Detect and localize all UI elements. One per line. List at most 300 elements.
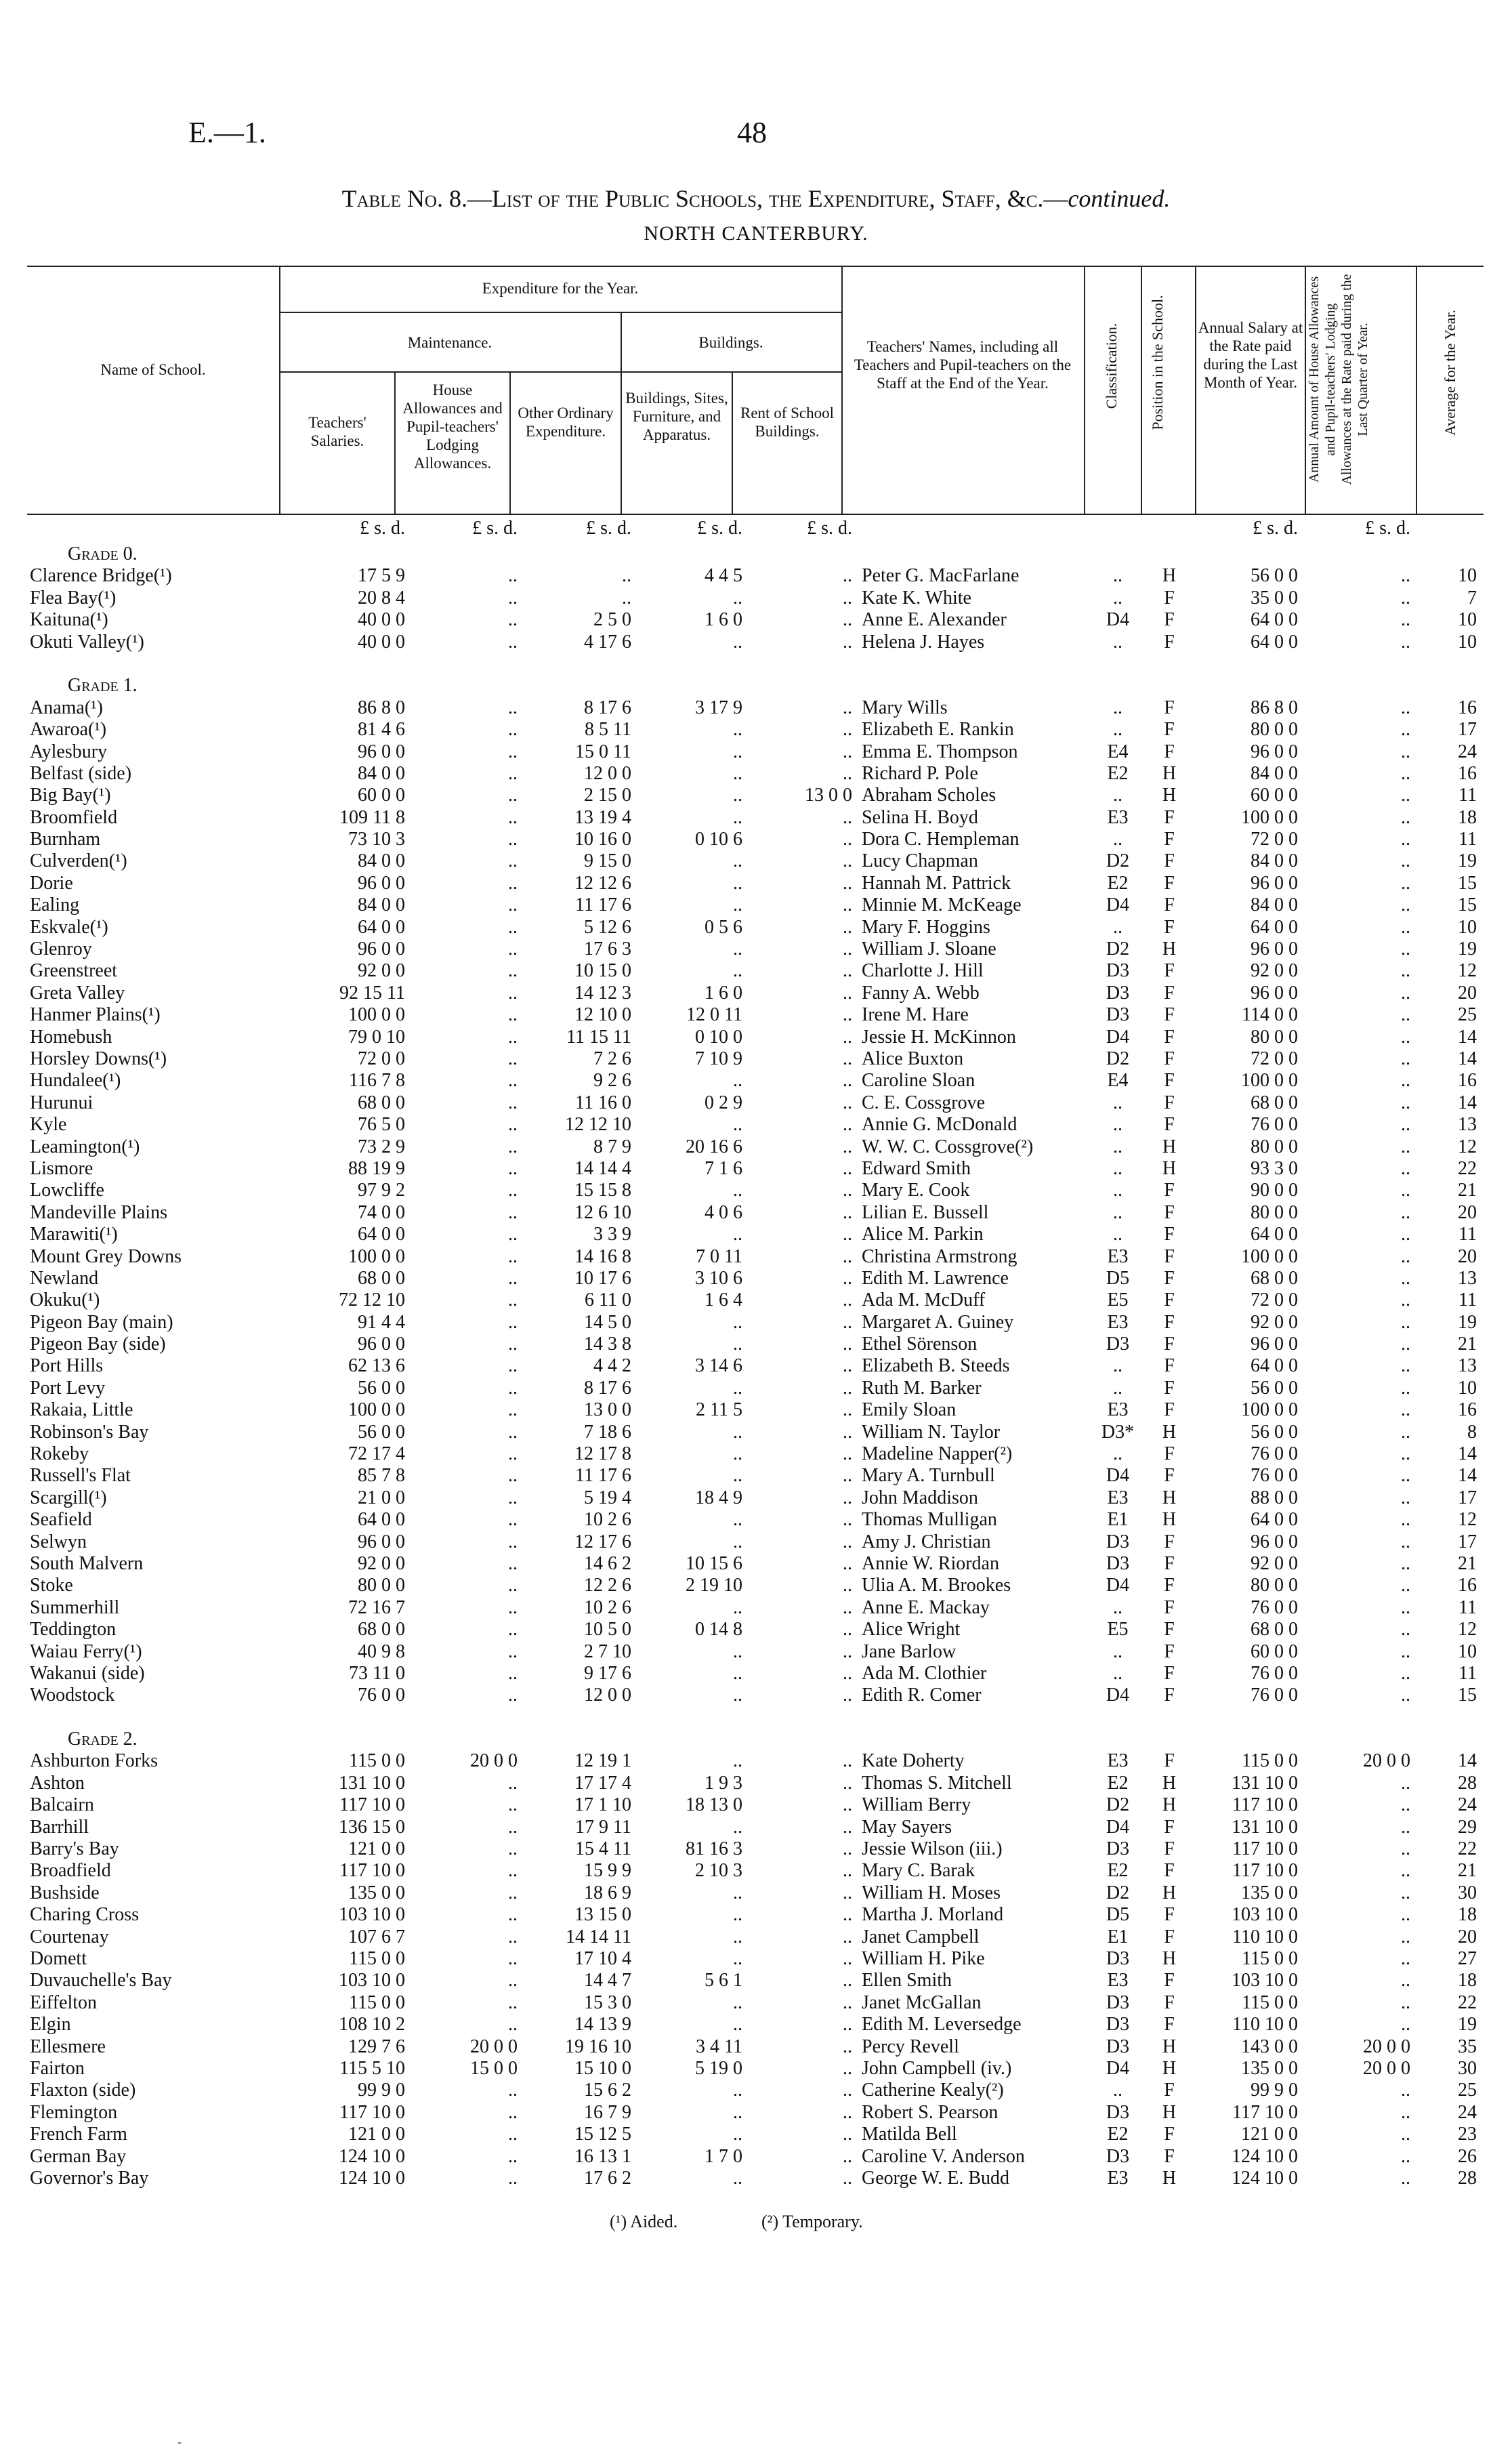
cell-salary: 68 0 0: [358, 1267, 405, 1289]
cell-teacher: Mary A. Turnbull: [862, 1465, 995, 1487]
cell-lodging: ..: [1401, 1224, 1410, 1245]
cell-position: F: [1164, 1838, 1175, 1860]
cell-buildings: ..: [733, 1465, 742, 1487]
cell-annual-salary: 100 0 0: [1241, 1070, 1298, 1092]
cell-buildings: ..: [733, 2124, 742, 2145]
cell-teacher: Janet Campbell: [862, 1926, 980, 1947]
cell-position: F: [1164, 1201, 1175, 1223]
cell-school-name: Elgin: [30, 2014, 71, 2036]
table-row: [0, 1289, 1512, 1311]
cell-buildings: ..: [733, 938, 742, 960]
cell-house-allowance: ..: [508, 1991, 518, 2013]
cell-salary: 86 8 0: [358, 697, 405, 718]
cell-buildings: 1 9 3: [705, 1772, 742, 1794]
cell-rent: ..: [843, 719, 852, 741]
cell-annual-salary: 80 0 0: [1251, 1575, 1298, 1596]
unit-other: £ s. d.: [586, 518, 631, 539]
cell-other-expenditure: 17 1 10: [574, 1794, 631, 1816]
cell-school-name: Awaroa(¹): [30, 719, 107, 741]
cell-house-allowance: ..: [508, 1267, 518, 1289]
cell-other-expenditure: 9 17 6: [584, 1662, 631, 1684]
cell-rent: ..: [843, 2124, 852, 2145]
cell-other-expenditure: 17 6 3: [584, 938, 631, 960]
cell-position: F: [1164, 894, 1175, 916]
cell-teacher: Edward Smith: [862, 1157, 971, 1179]
cell-annual-salary: 135 0 0: [1241, 1882, 1298, 1903]
cell-rent: ..: [843, 1289, 852, 1311]
cell-average: 15: [1458, 872, 1477, 894]
cell-buildings: ..: [733, 1816, 742, 1838]
cell-salary: 96 0 0: [358, 741, 405, 762]
cell-position: H: [1162, 762, 1177, 784]
cell-school-name: Flaxton (side): [30, 2080, 136, 2101]
cell-buildings: ..: [733, 872, 742, 894]
cell-rent: ..: [843, 1838, 852, 1860]
cell-buildings: ..: [733, 1224, 742, 1245]
cell-average: 20: [1458, 1245, 1477, 1267]
cell-other-expenditure: 17 6 2: [584, 2167, 631, 2189]
cell-salary: 136 15 0: [339, 1816, 405, 1838]
table-row: [0, 697, 1512, 719]
table-row: [0, 938, 1512, 960]
cell-position: F: [1164, 982, 1175, 1004]
cell-salary: 107 6 7: [348, 1926, 405, 1947]
table-row: [0, 1641, 1512, 1663]
cell-rent: ..: [843, 1575, 852, 1596]
cell-other-expenditure: 9 2 6: [593, 1070, 631, 1092]
cell-position: H: [1162, 565, 1177, 587]
cell-other-expenditure: 4 4 2: [593, 1355, 631, 1377]
cell-lodging: ..: [1401, 1267, 1410, 1289]
table-row: [0, 1422, 1512, 1443]
cell-teacher: Ellen Smith: [862, 1970, 952, 1991]
cell-annual-salary: 96 0 0: [1251, 1334, 1298, 1355]
cell-teacher: Alice M. Parkin: [862, 1224, 984, 1245]
cell-house-allowance: 20 0 0: [470, 1750, 518, 1772]
cell-position: F: [1164, 1750, 1175, 1772]
table-row: [0, 1487, 1512, 1509]
cell-annual-salary: 114 0 0: [1242, 1004, 1298, 1026]
cell-other-expenditure: 17 10 4: [574, 1948, 631, 1969]
cell-buildings: ..: [733, 2101, 742, 2123]
cell-salary: 100 0 0: [348, 1399, 405, 1421]
cell-school-name: Hundalee(¹): [30, 1070, 121, 1092]
cell-buildings: 0 5 6: [705, 916, 742, 938]
cell-average: 12: [1458, 1509, 1477, 1531]
cell-school-name: Big Bay(¹): [30, 785, 111, 806]
cell-buildings: 0 10 6: [695, 829, 742, 850]
cell-salary: 97 9 2: [358, 1180, 405, 1201]
cell-teacher: Richard P. Pole: [862, 762, 978, 784]
table-row: [0, 1619, 1512, 1640]
cell-lodging: ..: [1401, 1355, 1410, 1377]
cell-classification: E5: [1107, 1619, 1129, 1640]
cell-lodging: ..: [1401, 1114, 1410, 1136]
cell-position: F: [1164, 587, 1175, 608]
table-row: [0, 1355, 1512, 1377]
cell-other-expenditure: 2 5 0: [593, 609, 631, 631]
cell-buildings: 0 10 0: [695, 1026, 742, 1048]
cell-teacher: Ada M. McDuff: [862, 1289, 986, 1311]
cell-school-name: Greenstreet: [30, 960, 118, 982]
cell-annual-salary: 56 0 0: [1251, 1377, 1298, 1399]
unit-house: £ s. d.: [472, 518, 518, 539]
grade-label: Grade 1.: [68, 675, 138, 697]
cell-position: F: [1164, 2145, 1175, 2167]
cell-other-expenditure: 14 14 4: [574, 1157, 631, 1179]
table-row: [0, 1378, 1512, 1399]
cell-house-allowance: ..: [508, 1619, 518, 1640]
cell-lodging: ..: [1401, 1685, 1410, 1706]
cell-annual-salary: 86 8 0: [1251, 697, 1298, 718]
cell-lodging: ..: [1401, 1860, 1410, 1882]
cell-lodging: ..: [1401, 850, 1410, 872]
cell-annual-salary: 131 10 0: [1232, 1816, 1298, 1838]
cell-buildings: ..: [733, 1443, 742, 1465]
cell-house-allowance: ..: [508, 1904, 518, 1926]
cell-teacher: Fanny A. Webb: [862, 982, 980, 1004]
cell-average: 11: [1458, 1662, 1477, 1684]
cell-buildings: ..: [733, 2080, 742, 2101]
cell-position: H: [1162, 2167, 1177, 2189]
cell-school-name: Okuti Valley(¹): [30, 631, 144, 653]
cell-buildings: ..: [733, 2014, 742, 2036]
cell-house-allowance: ..: [508, 1509, 518, 1531]
cell-house-allowance: ..: [508, 1004, 518, 1026]
cell-rent: ..: [843, 609, 852, 631]
cell-house-allowance: ..: [508, 1026, 518, 1048]
cell-lodging: ..: [1401, 806, 1410, 828]
cell-annual-salary: 110 10 0: [1232, 1926, 1298, 1947]
cell-lodging: ..: [1401, 1882, 1410, 1903]
table-row: [0, 1048, 1512, 1070]
cell-house-allowance: ..: [508, 631, 518, 653]
cell-other-expenditure: ..: [622, 565, 631, 587]
cell-classification: ..: [1113, 1596, 1122, 1618]
cell-salary: 96 0 0: [358, 1334, 405, 1355]
cell-teacher: Thomas S. Mitchell: [862, 1772, 1012, 1794]
cell-rent: ..: [843, 1026, 852, 1048]
cell-other-expenditure: 7 2 6: [593, 1048, 631, 1069]
cell-other-expenditure: 2 15 0: [584, 785, 631, 806]
footnote-aided: (¹) Aided.: [610, 2212, 678, 2231]
cell-buildings: 1 7 0: [705, 2145, 742, 2167]
cell-rent: ..: [843, 2080, 852, 2101]
unit-salaries: £ s. d.: [360, 518, 405, 539]
cell-annual-salary: 64 0 0: [1251, 1509, 1298, 1531]
cell-other-expenditure: 14 12 3: [574, 982, 631, 1004]
cell-buildings: 7 10 9: [695, 1048, 742, 1069]
cell-average: 30: [1458, 2057, 1477, 2079]
cell-rent: ..: [843, 1267, 852, 1289]
cell-classification: D2: [1106, 1882, 1130, 1903]
cell-teacher: Abraham Scholes: [862, 785, 996, 806]
cell-position: H: [1162, 1794, 1177, 1816]
cell-classification: ..: [1113, 1201, 1122, 1223]
table-row: [0, 1860, 1512, 1882]
cell-school-name: Selwyn: [30, 1531, 87, 1552]
cell-rent: ..: [843, 741, 852, 762]
cell-salary: 135 0 0: [348, 1882, 405, 1903]
cell-rent: ..: [843, 1772, 852, 1794]
cell-buildings: 3 17 9: [695, 697, 742, 718]
cell-lodging: ..: [1401, 1552, 1410, 1574]
cell-position: F: [1164, 1070, 1175, 1092]
cell-school-name: Bushside: [30, 1882, 100, 1903]
cell-other-expenditure: 16 7 9: [584, 2101, 631, 2123]
cell-teacher: May Sayers: [862, 1816, 952, 1838]
cell-position: F: [1164, 1575, 1175, 1596]
cell-position: F: [1164, 631, 1175, 653]
cell-lodging: ..: [1401, 1334, 1410, 1355]
cell-salary: 115 0 0: [349, 1750, 405, 1772]
cell-buildings: 18 13 0: [686, 1794, 742, 1816]
cell-average: 12: [1458, 960, 1477, 982]
cell-rent: ..: [843, 697, 852, 718]
cell-salary: 84 0 0: [358, 894, 405, 916]
cell-annual-salary: 84 0 0: [1251, 850, 1298, 872]
cell-lodging: ..: [1401, 741, 1410, 762]
table-row: [0, 1509, 1512, 1531]
col-teachers-names: Teachers' Names, including all Teachers and Pupil-teachers on the Staff at the End of the Year.: [854, 338, 1072, 392]
cell-position: F: [1164, 1334, 1175, 1355]
col-buildings: Buildings.: [698, 334, 763, 351]
cell-rent: ..: [843, 1465, 852, 1487]
cell-house-allowance: ..: [508, 1377, 518, 1399]
cell-salary: 73 2 9: [358, 1136, 405, 1157]
cell-teacher: Ruth M. Barker: [862, 1377, 982, 1399]
cell-classification: E4: [1107, 741, 1129, 762]
cell-salary: 72 12 10: [339, 1289, 405, 1311]
cell-rent: ..: [843, 1114, 852, 1136]
col-position: Position in the School.: [1149, 295, 1166, 430]
cell-average: 18: [1458, 1970, 1477, 1991]
cell-salary: 20 8 4: [358, 587, 405, 608]
cell-buildings: 3 10 6: [695, 1267, 742, 1289]
cell-teacher: Amy J. Christian: [862, 1531, 991, 1552]
cell-position: F: [1164, 1245, 1175, 1267]
cell-rent: ..: [843, 1334, 852, 1355]
cell-teacher: Janet McGallan: [862, 1991, 982, 2013]
cell-rent: ..: [843, 1619, 852, 1640]
unit-annual: £ s. d.: [1253, 518, 1298, 539]
cell-school-name: Anama(¹): [30, 697, 103, 718]
cell-average: 11: [1458, 785, 1477, 806]
cell-position: F: [1164, 1092, 1175, 1113]
cell-other-expenditure: 16 13 1: [574, 2145, 631, 2167]
cell-other-expenditure: 13 15 0: [574, 1904, 631, 1926]
cell-house-allowance: ..: [508, 2167, 518, 2189]
cell-school-name: Summerhill: [30, 1596, 120, 1618]
table-row: [0, 1970, 1512, 1991]
col-expenditure: Expenditure for the Year.: [482, 280, 639, 297]
cell-school-name: Clarence Bridge(¹): [30, 565, 172, 587]
cell-position: F: [1164, 2124, 1175, 2145]
cell-annual-salary: 56 0 0: [1251, 1421, 1298, 1443]
cell-lodging: ..: [1401, 1070, 1410, 1092]
cell-average: 26: [1458, 2145, 1477, 2167]
cell-position: F: [1164, 1443, 1175, 1465]
table-row: [0, 2058, 1512, 2080]
cell-salary: 115 5 10: [339, 2057, 405, 2079]
cell-house-allowance: ..: [508, 1070, 518, 1092]
cell-buildings: ..: [733, 785, 742, 806]
cell-annual-salary: 72 0 0: [1251, 829, 1298, 850]
cell-school-name: Hurunui: [30, 1092, 93, 1113]
cell-house-allowance: ..: [508, 1157, 518, 1179]
cell-lodging: ..: [1401, 1201, 1410, 1223]
cell-school-name: Mount Grey Downs: [30, 1245, 182, 1267]
cell-teacher: Anne E. Alexander: [862, 609, 1007, 631]
table-row: [0, 1092, 1512, 1114]
cell-other-expenditure: 15 10 0: [574, 2057, 631, 2079]
table-row: [0, 807, 1512, 829]
cell-other-expenditure: 13 19 4: [574, 806, 631, 828]
cell-annual-salary: 103 10 0: [1232, 1904, 1298, 1926]
cell-average: 16: [1458, 762, 1477, 784]
cell-buildings: ..: [733, 806, 742, 828]
table-row: [0, 917, 1512, 938]
table-row: [0, 1465, 1512, 1487]
cell-average: 13: [1458, 1267, 1477, 1289]
cell-rent: ..: [843, 872, 852, 894]
cell-average: 22: [1458, 1991, 1477, 2013]
cell-lodging: ..: [1401, 2167, 1410, 2189]
cell-classification: D3*: [1101, 1421, 1135, 1443]
table-row: [0, 1246, 1512, 1268]
cell-classification: D4: [1106, 1816, 1130, 1838]
table-row: [0, 1027, 1512, 1048]
cell-salary: 124 10 0: [339, 2145, 405, 2167]
cell-position: F: [1164, 609, 1175, 631]
cell-position: F: [1164, 850, 1175, 872]
cell-annual-salary: 84 0 0: [1251, 762, 1298, 784]
cell-house-allowance: ..: [508, 916, 518, 938]
cell-classification: E2: [1107, 872, 1129, 894]
cell-position: F: [1164, 1355, 1175, 1377]
cell-house-allowance: ..: [508, 2014, 518, 2036]
cell-average: 14: [1458, 1443, 1477, 1465]
cell-buildings: ..: [733, 719, 742, 741]
table-row: [0, 1224, 1512, 1245]
cell-annual-salary: 124 10 0: [1232, 2167, 1298, 2189]
cell-house-allowance: ..: [508, 850, 518, 872]
cell-rent: ..: [843, 806, 852, 828]
cell-position: F: [1164, 1048, 1175, 1069]
cell-lodging: ..: [1401, 960, 1410, 982]
cell-teacher: Dora C. Hempleman: [862, 829, 1020, 850]
cell-salary: 76 5 0: [358, 1114, 405, 1136]
cell-rent: ..: [843, 1685, 852, 1706]
cell-school-name: Belfast (side): [30, 762, 132, 784]
cell-annual-salary: 76 0 0: [1251, 1465, 1298, 1487]
cell-position: F: [1164, 806, 1175, 828]
cell-average: 11: [1458, 1289, 1477, 1311]
cell-classification: D5: [1106, 1904, 1130, 1926]
cell-other-expenditure: 11 17 6: [575, 894, 631, 916]
cell-other-expenditure: 13 0 0: [584, 1399, 631, 1421]
cell-classification: D2: [1106, 938, 1130, 960]
cell-annual-salary: 110 10 0: [1232, 2014, 1298, 2036]
cell-average: 10: [1458, 916, 1477, 938]
cell-position: F: [1164, 1267, 1175, 1289]
cell-buildings: ..: [733, 1926, 742, 1947]
cell-other-expenditure: 14 3 8: [584, 1334, 631, 1355]
cell-house-allowance: ..: [508, 894, 518, 916]
cell-teacher: Ethel Sörenson: [862, 1334, 978, 1355]
cell-salary: 96 0 0: [358, 1531, 405, 1552]
cell-buildings: ..: [733, 894, 742, 916]
cell-other-expenditure: 8 7 9: [593, 1136, 631, 1157]
table-row: [0, 1685, 1512, 1706]
cell-rent: ..: [843, 1048, 852, 1069]
table-row: [0, 873, 1512, 894]
cell-lodging: ..: [1401, 1465, 1410, 1487]
cell-rent: ..: [843, 1509, 852, 1531]
cell-classification: E3: [1107, 1311, 1129, 1333]
table-row: [0, 829, 1512, 850]
cell-other-expenditure: 8 17 6: [584, 1377, 631, 1399]
cell-average: 11: [1458, 1596, 1477, 1618]
cell-school-name: Lismore: [30, 1157, 93, 1179]
cell-annual-salary: 93 3 0: [1251, 1157, 1298, 1179]
cell-lodging: ..: [1401, 1596, 1410, 1618]
cell-teacher: Minnie M. McKeage: [862, 894, 1022, 916]
cell-rent: ..: [843, 762, 852, 784]
cell-teacher: Catherine Kealy(²): [862, 2080, 1004, 2101]
table-title-main: Table No. 8.—List of the Public Schools, the Expenditure, Staff, &c.—: [341, 185, 1068, 212]
cell-house-allowance: ..: [508, 1816, 518, 1838]
cell-average: 29: [1458, 1816, 1477, 1838]
table-row: [0, 1136, 1512, 1158]
cell-position: H: [1162, 938, 1177, 960]
col-buildings-sites: Buildings, Sites, Furniture, and Apparatus.: [625, 390, 728, 443]
col-lodging-allowances: Annual Amount of House Allowances and Pupil-teachers' Lodging Allowances at the Rate paid during the Last Quarter of Year.: [1307, 274, 1370, 485]
cell-school-name: Homebush: [30, 1026, 112, 1048]
cell-salary: 68 0 0: [358, 1619, 405, 1640]
cell-position: F: [1164, 1289, 1175, 1311]
cell-house-allowance: ..: [508, 1772, 518, 1794]
cell-classification: ..: [1113, 829, 1122, 850]
cell-annual-salary: 100 0 0: [1241, 1399, 1298, 1421]
cell-school-name: Barry's Bay: [30, 1838, 119, 1860]
cell-teacher: Anne E. Mackay: [862, 1596, 990, 1618]
cell-classification: E2: [1107, 762, 1129, 784]
table-row: [0, 2146, 1512, 2168]
cell-average: 16: [1458, 1575, 1477, 1596]
cell-house-allowance: ..: [508, 1092, 518, 1113]
cell-house-allowance: ..: [508, 741, 518, 762]
cell-rent: ..: [843, 1399, 852, 1421]
cell-average: 18: [1458, 1904, 1477, 1926]
cell-buildings: ..: [733, 1070, 742, 1092]
cell-position: H: [1162, 1421, 1177, 1443]
unit-rent: £ s. d.: [807, 518, 852, 539]
cell-lodging: ..: [1401, 2014, 1410, 2036]
cell-average: 22: [1458, 1838, 1477, 1860]
cell-school-name: Seafield: [30, 1509, 92, 1531]
cell-lodging: ..: [1401, 2080, 1410, 2101]
cell-rent: ..: [843, 1904, 852, 1926]
cell-classification: D4: [1106, 894, 1130, 916]
cell-house-allowance: ..: [508, 1048, 518, 1069]
cell-classification: ..: [1113, 2080, 1122, 2101]
cell-salary: 73 11 0: [349, 1662, 405, 1684]
cell-average: 27: [1458, 1948, 1477, 1969]
cell-other-expenditure: 8 5 11: [585, 719, 631, 741]
cell-school-name: Balcairn: [30, 1794, 94, 1816]
cell-teacher: Ada M. Clothier: [862, 1662, 987, 1684]
